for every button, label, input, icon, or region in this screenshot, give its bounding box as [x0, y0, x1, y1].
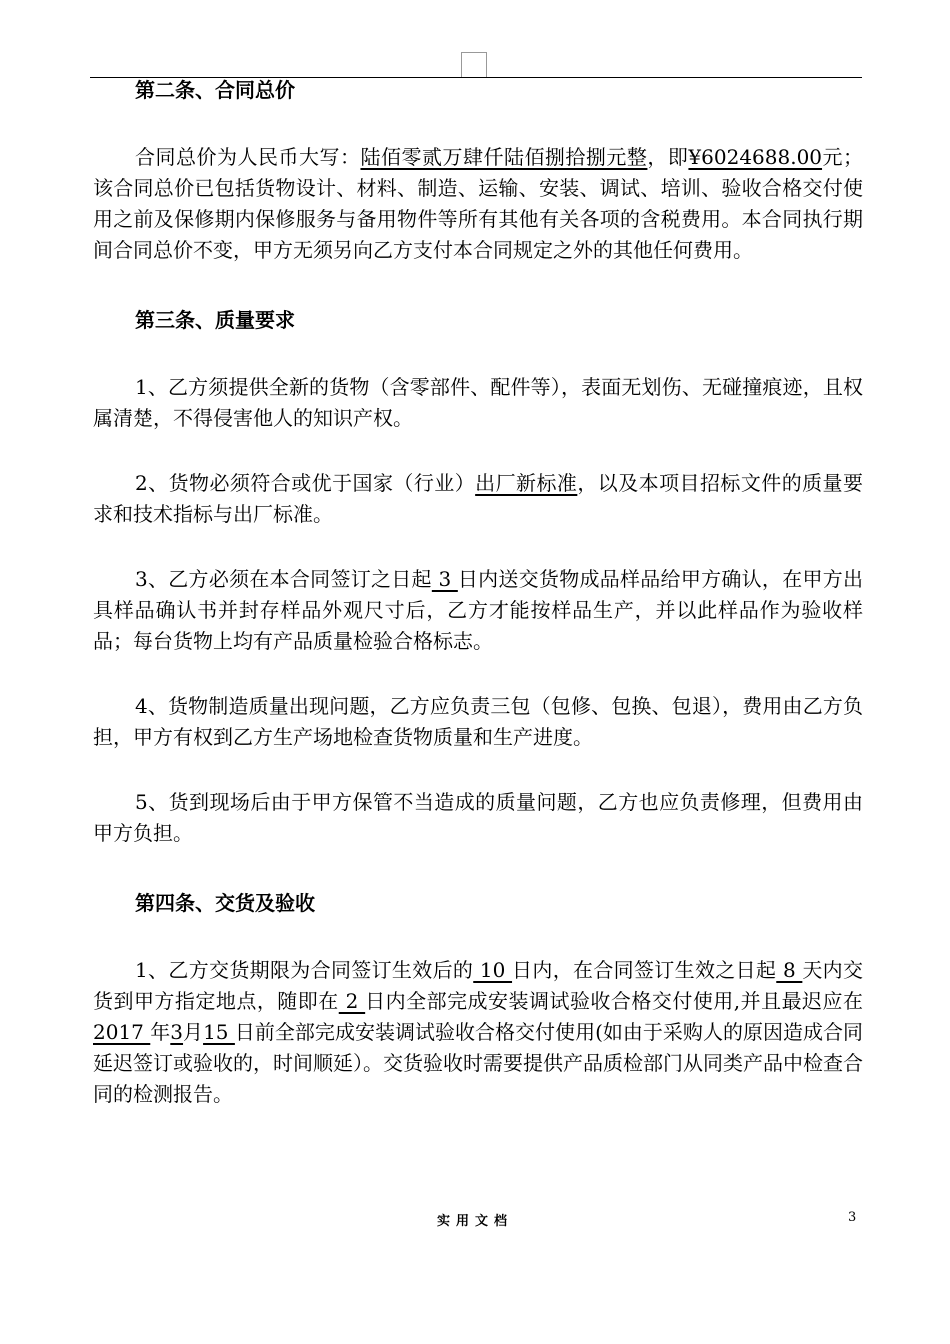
- text-run: 日内，在合同签订生效之日起: [512, 958, 777, 982]
- text-run: 3、乙方必须在本合同签订之日起: [135, 567, 432, 591]
- amount-number: ¥6024688.00: [688, 145, 823, 169]
- text-run: ，以及本项目招标文件的质量要求和技术指标与出厂标准。: [93, 471, 863, 526]
- article3-item1: 1、乙方须提供全新的货物（含零部件、配件等），表面无划伤、无碰撞痕迹，且权属清楚，不得侵害他人的知识产权。: [93, 375, 863, 430]
- article4-item1: [93, 955, 863, 1110]
- delivery-days: 10: [473, 958, 513, 982]
- article2-paragraph: [93, 142, 863, 266]
- article3-item4: 4、货物制造质量出现问题，乙方应负责三包（包修、包换、包退），费用由乙方负担，甲方有权到乙方生产场地检查货物质量和生产进度。: [93, 694, 863, 749]
- page-number: 3: [848, 1210, 857, 1225]
- text-run: 月: [183, 1020, 204, 1044]
- text-run: 元；该合同总价已包括货物设计、材料、制造、运输、安装、调试、培训、验收合格交付使用之前及保修期内保修服务与备用物件等所有其他有关各项的含税费用。本合同执行期间合同总价不变，甲方无须另向乙方支付本合同规定之外的其他任何费用。: [93, 145, 864, 262]
- document-body: [93, 72, 863, 1110]
- deadline-year: 2017: [93, 1020, 151, 1044]
- text-run: 日内送交货物成品样品给甲方确认，在甲方出具样品确认书并封存样品外观尺寸后，乙方才能按样品生产，并以此样品作为验收样品；每台货物上均有产品质量检验合格标志。: [93, 567, 864, 653]
- article3-item3: [93, 564, 863, 657]
- text-run: 日内全部完成安装调试验收合格交付使用,并且最迟应在: [365, 989, 864, 1013]
- article3-title: 第三条、质量要求: [135, 308, 295, 332]
- text-run: 2、货物必须符合或优于国家（行业）: [135, 471, 476, 495]
- sample-days: 3: [431, 567, 458, 591]
- deadline-month: 3: [170, 1020, 184, 1044]
- text-run: 日前全部完成安装调试验收合格交付使用(如由于采购人的原因造成合同延迟签订或验收的，时间顺延）。交货验收时需要提供产品质检部门从同类产品中检查合同的检测报告。: [93, 1020, 864, 1106]
- text-run: 合同总价为人民币大写：: [135, 145, 361, 169]
- text-run: 1、乙方交货期限为合同签订生效后的: [135, 958, 474, 982]
- install-days: 2: [338, 989, 366, 1013]
- footer-label: 实用文档: [436, 1214, 513, 1229]
- article3-item2: [93, 468, 863, 530]
- article4-title: 第四条、交货及验收: [135, 891, 315, 915]
- text-run: ，即: [647, 145, 689, 169]
- article2-title: 第二条、合同总价: [135, 78, 295, 102]
- text-run: 天内交货到甲方指定地点，随即在: [93, 958, 864, 1013]
- factory-standard: 出厂新标准: [475, 471, 578, 495]
- delivery-days-2: 8: [776, 958, 803, 982]
- amount-in-words: 陆佰零贰万肆仟陆佰捌拾捌元整: [360, 145, 648, 169]
- article3-item5: 5、货到现场后由于甲方保管不当造成的质量问题，乙方也应负责修理，但费用由甲方负担。: [93, 790, 863, 845]
- text-run: 年: [150, 1020, 171, 1044]
- deadline-day: 15: [203, 1020, 235, 1044]
